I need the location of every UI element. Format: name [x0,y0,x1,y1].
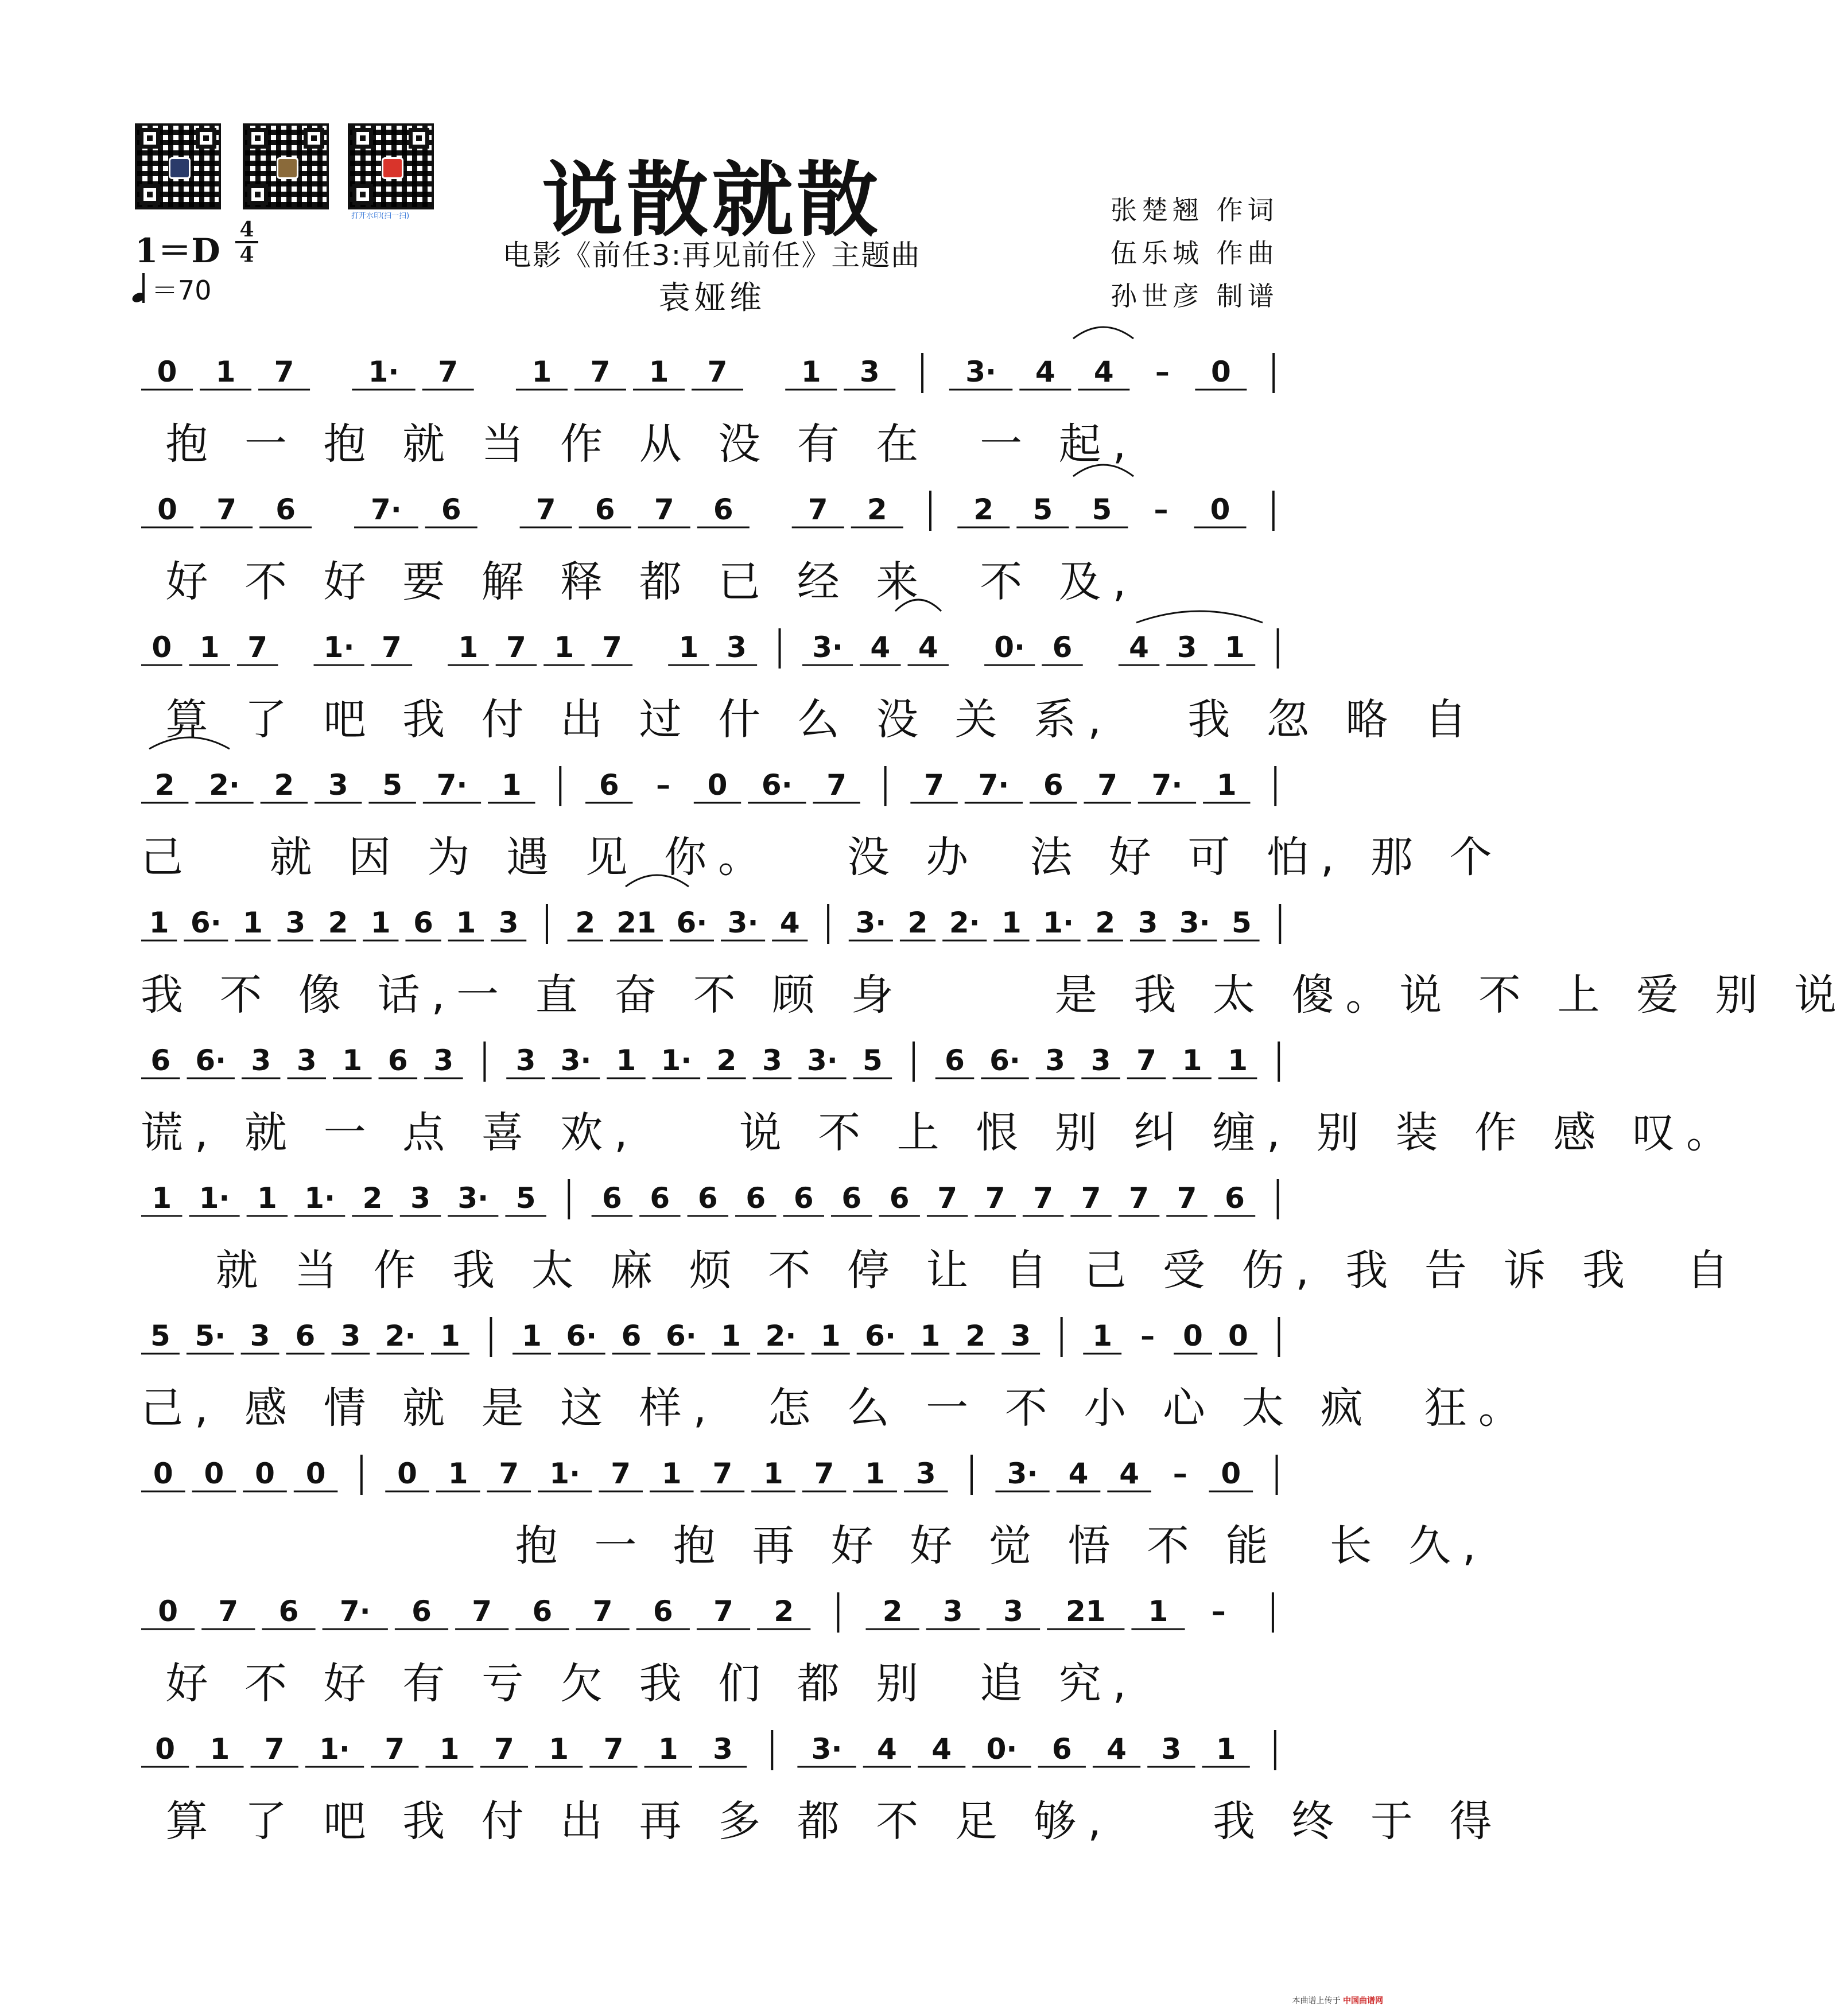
jianpu-note: 3 [498,906,519,939]
lyric-line: 就 当 作 我 太 麻 烦 不 停 让 自 己 受 伤, 我 告 诉 我 自 [141,1246,1741,1295]
lyric-line: 算 了 吧 我 付 出 再 多 都 不 足 够, 我 终 于 得 [141,1797,1504,1846]
jianpu-note: 6 [275,493,296,526]
jianpu-note: 4 [1129,631,1149,664]
jianpu-note: 0 [305,1457,326,1490]
jianpu-note: 4 [1035,355,1055,388]
jianpu-note: 6 [1051,1732,1072,1766]
jianpu-note: 3 [515,1044,536,1077]
jianpu-note: 1 [522,1319,542,1353]
jianpu-note: 6 [595,493,615,526]
jianpu-note: 2 [575,906,596,939]
jianpu-note: 7 [924,768,944,802]
jianpu-note: 1· [368,355,399,388]
jianpu-note: 4 [1068,1457,1089,1490]
jianpu-note: 1 [531,355,552,388]
jianpu-note: 2· [949,906,980,939]
lyric-line: 己 就 因 为 遇 见 你。 没 办 法 好 可 怕, 那 个 [141,833,1504,882]
jianpu-note: 4 [876,1732,897,1766]
jianpu-note: 6· [761,768,793,802]
jianpu-note: 7· [339,1595,371,1628]
jianpu-note: 0 [155,1732,176,1766]
jianpu-note: 0· [994,631,1026,664]
jianpu-note: 7 [1033,1182,1054,1215]
jianpu-note: 1 [448,1457,468,1490]
jianpu-note: 3 [1177,631,1197,664]
jianpu-note: 6 [713,493,733,526]
jianpu-note: 1· [304,1182,336,1215]
jianpu-note: 3· [965,355,996,388]
jianpu-note: 4 [779,906,800,939]
jianpu-note: 1 [721,1319,741,1353]
jianpu-note: 6 [1043,768,1063,802]
jianpu-note: 0 [255,1457,275,1490]
jianpu-note: 2· [209,768,240,802]
jianpu-note: 0 [707,768,728,802]
jianpu-note: 6· [566,1319,597,1353]
jianpu-note: – [656,768,671,802]
jianpu-note: 7 [654,493,674,526]
jianpu-note: 1 [820,1319,841,1353]
jianpu-note: – [1140,1319,1155,1353]
jianpu-note: 1 [661,1457,682,1490]
jianpu-note: 4 [1093,355,1114,388]
jianpu-note: 1 [439,1732,460,1766]
jianpu-note: 3 [328,768,348,802]
jianpu-note: 3 [410,1182,430,1215]
jianpu-note: 6 [295,1319,316,1353]
jianpu-note: 6 [413,906,433,939]
jianpu-note: 3 [1011,1319,1031,1353]
jianpu-note: 7 [472,1595,492,1628]
jianpu-note: 1 [1182,1044,1202,1077]
jianpu-note: 1 [149,906,169,939]
slur [1136,611,1263,623]
jianpu-note: 7 [274,355,294,388]
jianpu-note: 0 [397,1457,417,1490]
jianpu-note: 3· [727,906,759,939]
jianpu-note: 2· [385,1319,416,1353]
jianpu-note: 7 [1129,1182,1149,1215]
jianpu-note: 6 [650,1182,670,1215]
jianpu-note: 0 [153,1457,173,1490]
jianpu-note: 0 [1210,355,1231,388]
jianpu-note: 4 [1119,1457,1140,1490]
jianpu-note: 0 [157,493,177,526]
jianpu-note: 0 [204,1457,224,1490]
jianpu-note: 7 [438,355,459,388]
jianpu-note: 7 [814,1457,834,1490]
song-title: 说散就散 [542,153,882,248]
jianpu-note: 2 [274,768,294,802]
tempo-marking: ＝70 [132,270,212,308]
jianpu-note: 6 [278,1595,299,1628]
jianpu-note: 1· [1043,906,1074,939]
lyric-line: 好 不 好 要 解 释 都 已 经 来 不 及, [141,557,1138,607]
jianpu-note: 3· [1007,1457,1038,1490]
jianpu-note: 1 [342,1044,363,1077]
jianpu-note: 7 [603,1732,624,1766]
lyric-line: 谎, 就 一 点 喜 欢, 说 不 上 恨 别 纠 缠, 别 装 作 感 叹。 [141,1108,1741,1157]
jianpu-note: 7 [499,1457,519,1490]
jianpu-note: – [1211,1595,1226,1628]
jianpu-note: 3 [433,1044,454,1077]
jianpu-note: 0 [1228,1319,1248,1353]
jianpu-note: 1 [549,1732,569,1766]
jianpu-note: 2 [774,1595,794,1628]
jianpu-note: 7· [978,768,1010,802]
jianpu-note: 3 [1003,1595,1023,1628]
jianpu-note: 6 [793,1182,814,1215]
jianpu-note: 3 [296,1044,317,1077]
jianpu-note: 4 [870,631,891,664]
jianpu-note: 7 [826,768,847,802]
jianpu-note: 2 [973,493,994,526]
jianpu-note: 2 [328,906,348,939]
jianpu-note: 7 [592,1595,613,1628]
lyric-line: 己, 感 情 就 是 这 样, 怎 么 一 不 小 心 太 疯 狂。 [141,1384,1532,1433]
jianpu-note: 6 [697,1182,718,1215]
jianpu-note: 7· [436,768,468,802]
jianpu-note: 7 [1081,1182,1101,1215]
jianpu-note: 6 [1225,1182,1245,1215]
jianpu-note: 1 [458,631,479,664]
jianpu-note: 7 [937,1182,958,1215]
lyric-line: 抱 一 抱 再 好 好 觉 悟 不 能 长 久, [141,1521,1488,1571]
jianpu-note: 7 [381,631,402,664]
jianpu-note: 3 [726,631,747,664]
jianpu-note: 7 [713,1595,733,1628]
jianpu-note: 1· [319,1732,350,1766]
jianpu-note: 3 [915,1457,936,1490]
jianpu-note: 6· [195,1044,227,1077]
jianpu-note: 5 [862,1044,883,1077]
jianpu-note: 21 [1065,1595,1106,1628]
composer-credit: 伍乐城 作曲 [1111,238,1279,269]
jianpu-note: 3 [942,1595,963,1628]
jianpu-note: 3· [855,906,887,939]
jianpu-note: 7 [611,1457,631,1490]
jianpu-note: 2 [882,1595,903,1628]
jianpu-note: 7 [601,631,622,664]
jianpu-note: 1 [865,1457,886,1490]
jianpu-note: 1 [243,906,263,939]
jianpu-note: 3· [807,1044,838,1077]
qr-caption: 打开水印(扫一扫) [351,212,410,220]
jianpu-note: 6 [889,1182,910,1215]
jianpu-note: – [1154,493,1168,526]
jianpu-note: 7 [385,1732,405,1766]
jianpu-note: 3 [285,906,306,939]
jianpu-note: 1 [763,1457,783,1490]
jianpu-note: 6· [989,1044,1020,1077]
slur [1073,327,1133,339]
jianpu-note: 0· [986,1732,1018,1766]
jianpu-note: 6 [945,1044,965,1077]
jianpu-note: 0 [157,355,177,388]
jianpu-note: 7 [535,493,556,526]
jianpu-note: 3 [762,1044,782,1077]
jianpu-note: 1 [209,1732,230,1766]
jianpu-note: 5 [382,768,403,802]
jianpu-note: 3 [859,355,880,388]
jianpu-note: 2· [765,1319,797,1353]
time-signature: 4 4 [235,218,258,266]
jianpu-note: 1 [1225,631,1245,664]
jianpu-note: 5 [1232,906,1252,939]
jianpu-note: 6 [841,1182,862,1215]
jianpu-note: 7 [590,355,611,388]
jianpu-note: 7 [218,1595,239,1628]
jianpu-note: 4 [1107,1732,1127,1766]
jianpu-note: 7 [1136,1044,1156,1077]
jianpu-note: 6 [599,768,619,802]
jianpu-note: 21 [616,906,657,939]
lyric-line: 好 不 好 有 亏 欠 我 们 都 别 追 究, [141,1659,1138,1708]
jianpu-note: 3 [340,1319,361,1353]
jianpu-note: 3 [713,1732,733,1766]
jianpu-note: 2 [965,1319,986,1353]
jianpu-note: 2 [362,1182,383,1215]
jianpu-note: 3· [560,1044,592,1077]
jianpu-note: 1 [649,355,669,388]
jianpu-note: 1 [501,768,522,802]
jianpu-note: 6 [621,1319,642,1353]
jianpu-note: 3 [1137,906,1158,939]
jianpu-note: 2 [907,906,928,939]
jianpu-note: 3 [250,1319,270,1353]
jianpu-note: 1 [801,355,821,388]
jianpu-note: 1 [215,355,236,388]
jianpu-note: 7 [247,631,268,664]
jianpu-note: 1 [1092,1319,1113,1353]
jianpu-note: 3· [811,1732,843,1766]
jianpu-note: 1 [257,1182,277,1215]
jianpu-note: 7 [264,1732,285,1766]
jianpu-note: 1· [323,631,355,664]
jianpu-note: 7 [494,1732,514,1766]
jianpu-note: 3· [812,631,843,664]
jianpu-note: 6 [746,1182,766,1215]
jianpu-note: 1 [920,1319,941,1353]
jianpu-note: 1 [199,631,220,664]
jianpu-note: 1 [554,631,574,664]
jianpu-note: 7 [1177,1182,1197,1215]
lyricist-credit: 张楚翘 作词 [1111,195,1279,226]
jianpu-note: 1 [616,1044,636,1077]
jianpu-note: 1 [1216,1732,1236,1766]
jianpu-note: 1 [678,631,699,664]
jianpu-note: 3 [251,1044,271,1077]
jianpu-note: 6 [441,493,461,526]
jianpu-note: 6 [601,1182,622,1215]
jianpu-note: 6 [150,1044,171,1077]
jianpu-note: 0 [1210,493,1230,526]
jianpu-note: 6 [387,1044,408,1077]
jianpu-note: 3· [457,1182,489,1215]
jianpu-note: 5 [150,1319,170,1353]
jianpu-note: 3· [1179,906,1210,939]
jianpu-note: – [1155,355,1170,388]
jianpu-note: 6· [665,1319,697,1353]
jianpu-note: 7 [707,355,728,388]
lyric-line: 算 了 吧 我 付 出 过 什 么 没 关 系, 我 忽 略 自 [141,695,1478,744]
jianpu-note: 1 [1148,1595,1168,1628]
arranger-credit: 孙世彦 制谱 [1111,281,1279,312]
jianpu-note: 4 [931,1732,952,1766]
footer-watermark: 本曲谱上传于 中国曲谱网 [1292,1996,1383,2006]
jianpu-note: 2 [154,768,175,802]
jianpu-note: 1· [661,1044,692,1077]
jianpu-note: 7· [370,493,402,526]
jianpu-note: 6 [653,1595,673,1628]
singer-name: 袁娅维 [658,279,765,317]
jianpu-note: 5 [1092,493,1112,526]
jianpu-note: 7 [985,1182,1005,1215]
jianpu-note: 1· [549,1457,581,1490]
lyric-line: 抱 一 抱 就 当 作 从 没 有 在 一 起, [141,419,1138,469]
jianpu-note: 1 [370,906,391,939]
jianpu-note: 1 [440,1319,460,1353]
jianpu-note: 6· [190,906,222,939]
jianpu-note: 1 [658,1732,678,1766]
jianpu-note: 0 [158,1595,178,1628]
jianpu-note: 6 [1052,631,1073,664]
lyric-line: 我 不 像 话,一 直 奋 不 顾 身 是 我 太 傻。说 不 上 爱 别 说 [141,970,1848,1020]
jianpu-note: 3 [1161,1732,1182,1766]
song-subtitle: 电影《前任3:再见前任》主题曲 [502,239,921,272]
jianpu-note: 7 [216,493,236,526]
jianpu-note: 2 [867,493,887,526]
jianpu-note: 6 [532,1595,553,1628]
jianpu-note: 0 [152,631,172,664]
jianpu-note: 5 [1032,493,1053,526]
jianpu-note: 3 [1090,1044,1111,1077]
jianpu-note: 1 [1216,768,1237,802]
jianpu-note: 7 [807,493,828,526]
jianpu-note: 2 [1095,906,1116,939]
jianpu-note: 0 [1183,1319,1203,1353]
jianpu-note: 6· [676,906,708,939]
jianpu-note: 5 [515,1182,536,1215]
key-signature: 1＝D [135,231,220,270]
jianpu-note: 3 [1045,1044,1065,1077]
jianpu-note: 4 [918,631,938,664]
jianpu-note: 1 [456,906,476,939]
jianpu-note: 0 [1221,1457,1241,1490]
jianpu-note: 6· [865,1319,896,1353]
jianpu-note: 1 [152,1182,172,1215]
jianpu-note: 7 [1097,768,1118,802]
jianpu-note: 2 [716,1044,737,1077]
jianpu-note: 6 [411,1595,432,1628]
jianpu-note: 7· [1151,768,1183,802]
jianpu-note: 5· [195,1319,226,1353]
jianpu-note: 1 [1228,1044,1248,1077]
jianpu-note: – [1173,1457,1187,1490]
jianpu-note: 1· [199,1182,230,1215]
jianpu-note: 1 [1001,906,1022,939]
jianpu-note: 7 [506,631,526,664]
jianpu-note: 7 [712,1457,733,1490]
